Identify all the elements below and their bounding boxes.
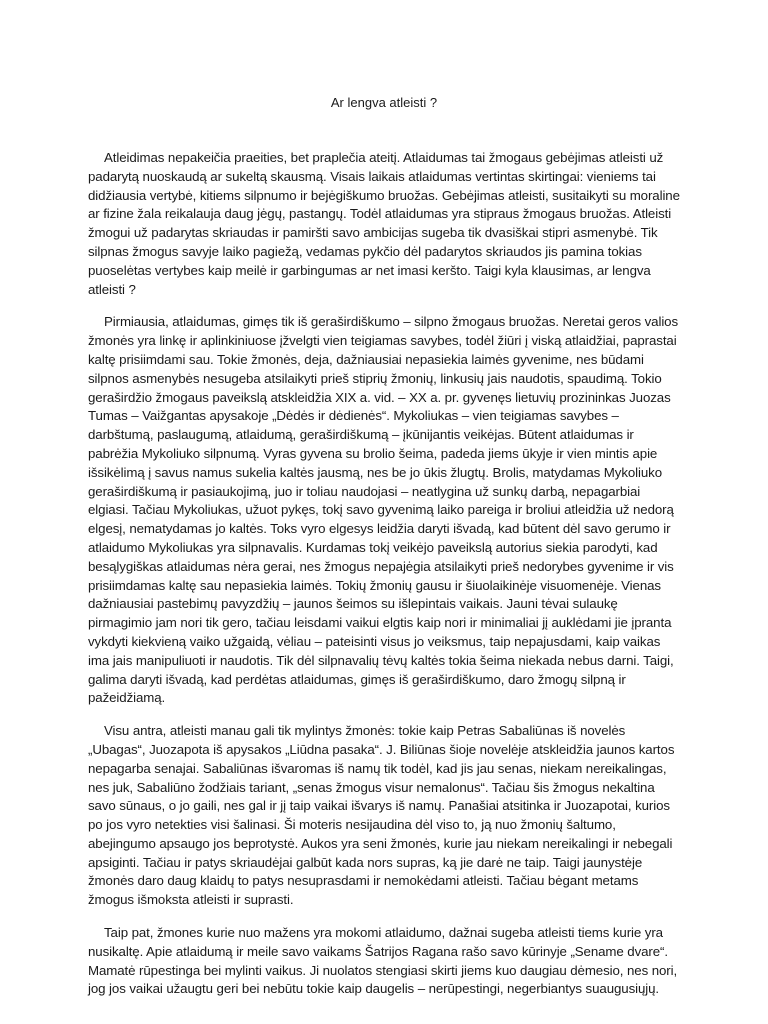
document-body (88, 149, 680, 1013)
paragraph-3: Visu antra, atleisti manau gali tik mylintys žmonės: tokie kaip Petras Sabaliūnas iš novelės „Ubagas“, Juozapota iš apysakos „Liūdna pasaka“. J. Biliūnas šioje novelėje atskleidžia jaunos kartos nepagarba senajai. Sabaliūnas išvaromas iš namų tik todėl, kad jis jau senas, niekam nereikalingas, nes juk, Sabaliūno žodžiais tariant, „senas žmogus visur nemalonus“. Tačiau šis žmogus nekaltina savo sūnaus, o jo gaili, nes gal ir jį taip vaikai išvarys iš namų. Panašiai atsitinka ir Juozapotai, kurios po jos vyro netekties visi šalinasi. Ši moteris nesijaudina dėl viso to, ją nuo žmonių šaltumo, abejingumo apsaugo jos beprotystė. Aukos yra seni žmonės, kurie jau niekam nereikalingi ir nebegali apsiginti. Tačiau ir patys skriaudėjai galbūt kada nors supras, ką jie darė ne taip. Taigi jaunystėje žmonės daro daug klaidų to patys nesuprasdami ir nemokėdami atleisti. Tačiau bėgant metams žmogus išmoksta atleisti ir suprasti. (88, 723, 675, 908)
paragraph-4: Taip pat, žmones kurie nuo mažens yra mokomi atlaidumo, dažnai sugeba atleisti tiems kurie yra nusikaltę. Apie atlaidumą ir meile savo vaikams Šatrijos Ragana rašo savo kūrinyje „Sename dvare“. Mamatė rūpestinga bei mylinti vaikus. Ji nuolatos stengiasi skirti jiems kuo daugiau dėmesio, nes nori, jog jos vaikai užaugtu geri bei nebūtu tokie kaip daugelis – nerūpestingi, negerbiantys suaugusiųjų. (88, 925, 678, 997)
paragraph-2: Pirmiausia, atlaidumas, gimęs tik iš geraširdiškumo – silpno žmogaus bruožas. Neretai geros valios žmonės yra linkę ir aplinkiniuose įžvelgti vien teigiamas savybes, todėl žiūri į viską atlaidžiai, paprastai kaltę prisiimdami sau. Tokie žmonės, deja, dažniausiai nepasiekia laimės gyvenime, nes būdami silpnos asmenybės nesugeba atsilaikyti prieš stiprių žmonių, linkusių jais naudotis, spaudimą. Tokio geraširdžio žmogaus paveikslą atskleidžia XIX a. vid. – XX a. pr. gyvenęs lietuvių prozininkas Juozas Tumas – Vaižgantas apysakoje „Dėdės ir dėdienės“. Mykoliukas – vien teigiamas savybes – darbštumą, paslaugumą, atlaidumą, geraširdiškumą – įkūnijantis veikėjas. Būtent atlaidumas ir pabrėžia Mykoliuko silpnumą. Vyras gyvena su brolio šeima, padeda jiems ūkyje ir vien mintis apie išsikėlimą į savus namus sukelia kaltės jausmą, nes be jo ūkis žlugtų. Brolis, matydamas Mykoliuko geraširdiškumą ir pasiaukojimą, juo ir toliau naudojasi – neatlygina už sunkų darbą, nepagarbiai elgiasi. Tačiau Mykoliukas, užuot pykęs, tokį savo gyvenimą laiko pareiga ir broliui atleidžia už nedorą elgesį, nematydamas jo kaltės. Toks vyro elgesys leidžia daryti išvadą, kad būtent dėl savo gerumo ir atlaidumo Mykoliukas yra silpnavalis. Kurdamas tokį veikėjo paveikslą autorius siekia parodyti, kad besąlygiškas atlaidumas nėra gerai, nes žmogus nepajėgia atsilaikyti prieš nedorybes gyvenime ir vis prisiimdamas kaltę sau nepasiekia laimės. Tokių žmonių gausu ir šiuolaikinėje visuomenėje. Vienas dažniausiai pastebimų pavyzdžių – jaunos šeimos su išlepintais vaikais. Jauni tėvai sulaukę pirmagimio jam nori tik gero, tačiau leisdami vaikui elgtis kaip nori ir minimaliai jį auklėdami jie įpranta vykdyti kiekvieną vaiko užgaidą, vėliau – pateisinti visus jo veiksmus, taip nepajusdami, kaip vaikas ima jais manipuliuoti ir naudotis. Tik dėl silpnavalių tėvų kaltės tokia šeima niekada nebus darni. Taigi, galima daryti išvadą, kad perdėtas atlaidumas, gimęs iš geraširdiškumo, daro žmogų silpną ir pažeidžiamą. (88, 314, 679, 706)
paragraph-1: Atleidimas nepakeičia praeities, bet praplečia ateitį. Atlaidumas tai žmogaus gebėjimas atleisti už padarytą nuoskaudą ar sukeltą skausmą. Visais laikais atlaidumas vertintas skirtingai: vieniems tai didžiausia vertybė, kitiems silpnumo ir bejėgiškumo bruožas. Gebėjimas atleisti, susitaikyti su moraline ar fizine žala reikalauja daug jėgų, pastangų. Todėl atlaidumas yra stipraus žmogaus bruožas. Atleisti žmogui už padarytas skriaudas ir pamiršti savo ambicijas sugeba tik dvasiškai stipri asmenybė. Tik silpnas žmogus savyje laiko pagiežą, vedamas pykčio dėl padarytos skriaudos jis pamina tokias puoselėtas vertybes kaip meilė ir garbingumas ar net imasi keršto. Taigi kyla klausimas, ar lengva atleisti ? (88, 150, 680, 297)
document-title: Ar lengva atleisti ? (330, 95, 438, 110)
